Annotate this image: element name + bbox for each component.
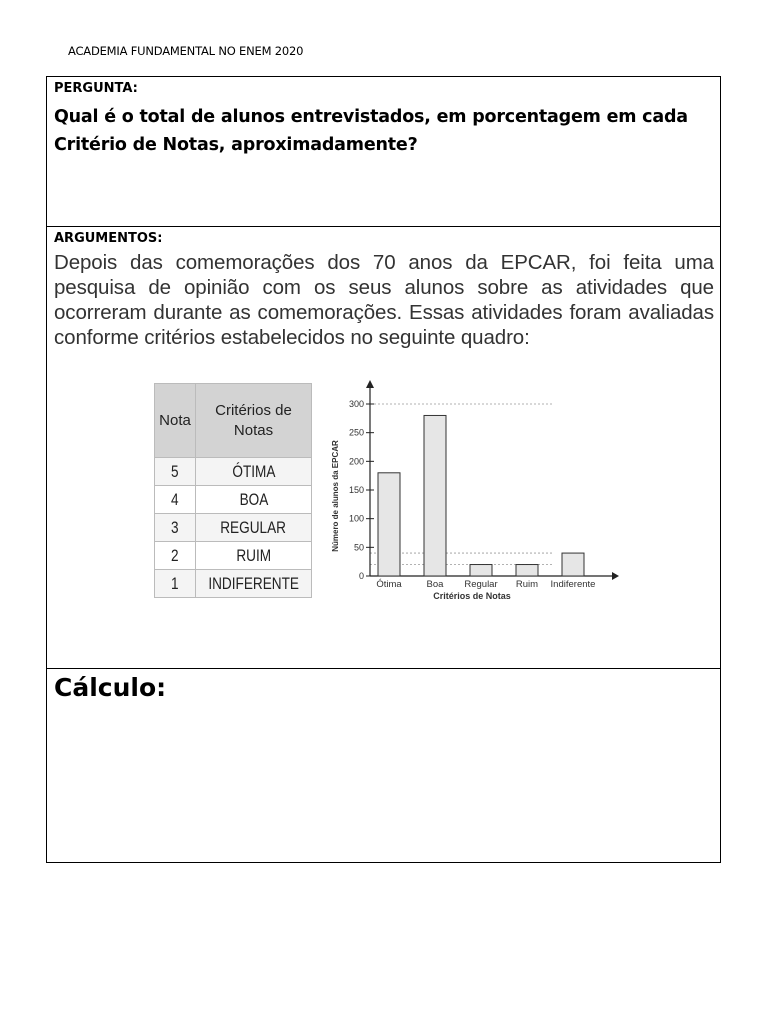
question-box — [46, 76, 721, 227]
question-label: PERGUNTA: — [54, 81, 138, 96]
y-tick-label: 100 — [348, 513, 364, 524]
y-axis-arrow — [366, 380, 374, 388]
x-axis-label: Critérios de Notas — [433, 591, 511, 601]
table-row — [155, 458, 312, 486]
table-cell-nota: 4 — [155, 486, 196, 514]
arguments-label: ARGUMENTOS: — [54, 231, 163, 246]
bar — [562, 553, 584, 576]
y-tick-label: 250 — [348, 427, 364, 438]
calculation-label: Cálculo: — [54, 673, 167, 702]
x-tick-label: Indiferente — [550, 579, 596, 590]
bar-chart — [322, 376, 622, 608]
table-cell-criterio: BOA — [196, 486, 312, 514]
x-tick-label: Regular — [464, 579, 498, 590]
y-axis-label: Número de alunos da EPCAR — [331, 440, 340, 552]
table-row — [155, 570, 312, 598]
table-header-nota: Nota — [155, 384, 196, 458]
x-tick-label: Ruim — [515, 579, 539, 590]
bar — [424, 415, 446, 576]
y-tick-label: 300 — [348, 399, 364, 409]
question-text: Qual é o total de alunos entrevistados, em porcentagem em cada Critério de Notas, aproximadamente? — [54, 107, 688, 155]
criteria-table — [154, 383, 312, 598]
x-tick-label: Ótima — [376, 579, 402, 590]
bar — [378, 473, 400, 576]
y-tick-label: 150 — [348, 485, 364, 495]
bar — [470, 565, 492, 576]
table-header-criterios: Critérios de Notas — [196, 384, 312, 458]
y-tick-label: 0 — [358, 571, 364, 581]
x-tick-label: Boa — [426, 579, 444, 590]
table-row — [155, 486, 312, 514]
y-tick-label: 200 — [348, 456, 364, 467]
table-row — [155, 542, 312, 570]
table-row — [155, 514, 312, 542]
document-header: ACADEMIA FUNDAMENTAL NO ENEM 2020 — [68, 44, 304, 58]
arguments-text: Depois das comemorações dos 70 anos da EPCAR, foi feita uma pesquisa de opinião com os seus alunos sobre as atividades que ocorreram durante as comemorações. Essas atividades foram avaliadas conforme critérios estabelecidos no seguinte quadro: — [54, 251, 714, 349]
table-cell-nota: 2 — [155, 542, 196, 570]
table-cell-criterio: ÓTIMA — [196, 458, 312, 486]
y-tick-label: 50 — [353, 542, 364, 553]
table-cell-criterio: RUIM — [196, 542, 312, 570]
table-cell-nota: 1 — [155, 570, 196, 598]
calculation-box — [46, 668, 721, 863]
x-axis-arrow — [612, 572, 619, 580]
table-cell-criterio: REGULAR — [196, 514, 312, 542]
table-cell-criterio: INDIFERENTE — [196, 570, 312, 598]
table-cell-nota: 5 — [155, 458, 196, 486]
bar — [516, 565, 538, 576]
table-cell-nota: 3 — [155, 514, 196, 542]
